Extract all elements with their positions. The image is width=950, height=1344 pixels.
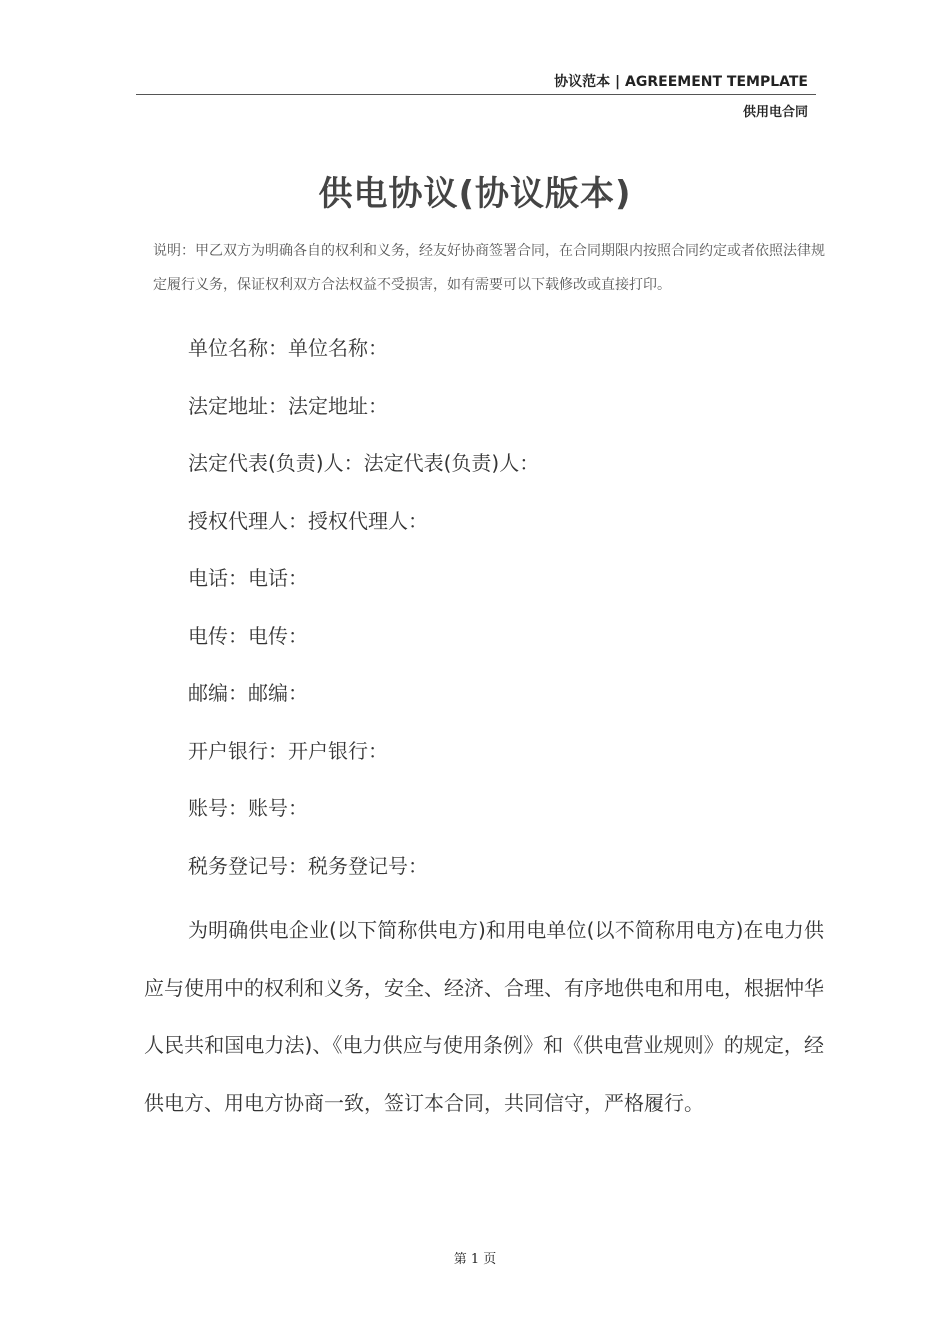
header-template-label: 协议范本 | AGREEMENT TEMPLATE [554, 74, 808, 90]
party-info-fields [188, 326, 828, 901]
header-category-label: 供用电合同 [742, 105, 808, 120]
field-postcode: 邮编：邮编： [188, 681, 308, 705]
document-title: 供电协议(协议版本) [318, 174, 632, 214]
header-divider [136, 94, 816, 95]
page-header [136, 70, 816, 120]
field-bank: 开户银行：开户银行： [188, 738, 388, 763]
field-authorized-agent: 授权代理人：授权代理人： [188, 508, 428, 533]
page-number: 第 1 页 [453, 1252, 497, 1267]
body-paragraph: 为明确供电企业(以下简称供电方)和用电单位(以不简称用电方)在电力供应与使用中的权利和义务，安全、经济、合理、有序地供电和用电，根据忡华人民共和国电力法)、《电力供应与使用条例》和《供电营业规则》的规定，经供电方、用电方协商一致，签订本合同，共同信守，严格履行。 [144, 918, 824, 1115]
field-legal-address: 法定地址：法定地址： [188, 393, 388, 418]
field-unit-name: 单位名称：单位名称： [188, 336, 388, 360]
field-tax-number: 税务登记号：税务登记号： [188, 853, 428, 878]
field-telephone: 电话：电话： [188, 566, 308, 590]
document-note: 说明：甲乙双方为明确各自的权利和义务，经友好协商签署合同，在合同期限内按照合同约定或者依照法律规定履行义务，保证权利双方合法权益不受损害，如有需要可以下载修改或直接打印。 [153, 243, 825, 293]
field-legal-representative: 法定代表(负责)人：法定代表(负责)人： [188, 451, 540, 475]
field-account: 账号：账号： [188, 796, 308, 820]
field-fax: 电传：电传： [188, 623, 308, 648]
